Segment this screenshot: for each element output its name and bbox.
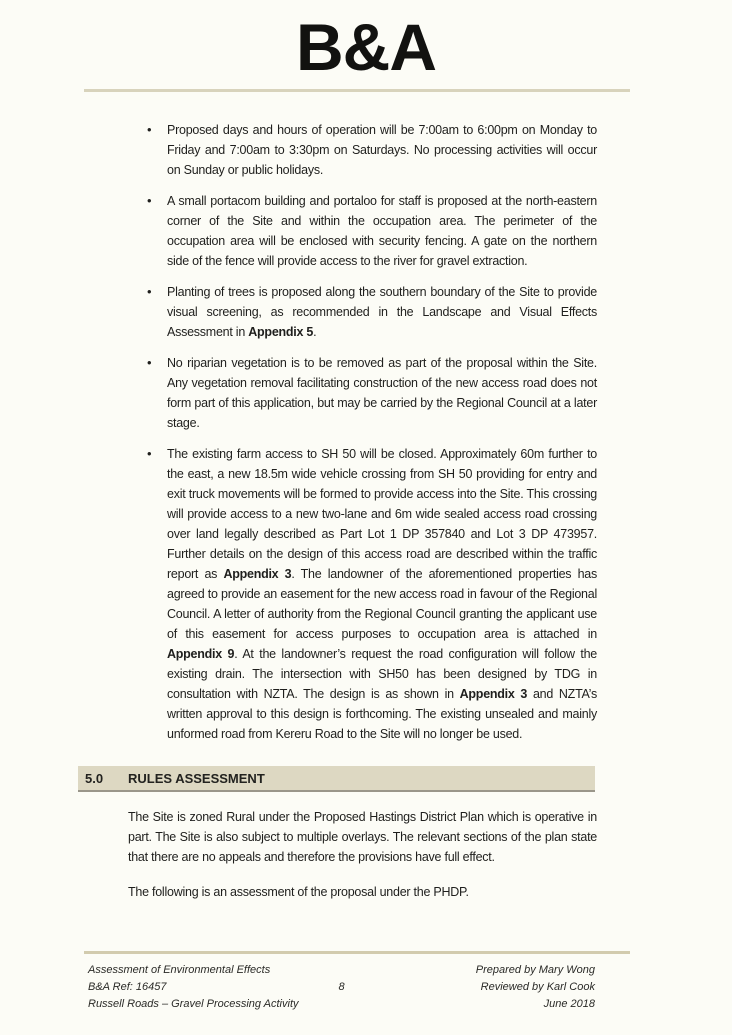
section-heading-bar <box>78 766 595 792</box>
footer-doc-info <box>88 962 332 1013</box>
bullet-icon: • <box>147 284 152 299</box>
list-item-operation-hours <box>128 120 597 180</box>
page-header <box>0 0 732 92</box>
footer-row <box>88 962 595 1013</box>
appendix-reference: Appendix 3 <box>223 567 292 581</box>
section-number: 5.0 <box>85 771 104 786</box>
appendix-reference: Appendix 5 <box>248 325 314 339</box>
bullet-icon: • <box>147 122 152 137</box>
footer-project-name: Russell Roads – Gravel Processing Activity <box>88 998 299 1010</box>
bullet-icon: • <box>147 355 152 370</box>
bullet-icon: • <box>147 193 152 208</box>
page-number: 8 <box>338 981 345 993</box>
section-title: RULES ASSESSMENT <box>128 771 265 786</box>
footer-doc-title: Assessment of Environmental Effects <box>88 964 271 976</box>
appendix-reference: Appendix 3 <box>459 687 528 701</box>
paragraph-zoning: The Site is zoned Rural under the Proposed Hastings District Plan which is operative in part. The Site is also subject to multiple overlays. The relevant sections of the plan state that there are no appeals and therefore the provisions have full effect. <box>128 810 597 864</box>
paragraph-assessment-intro: The following is an assessment of the proposal under the PHDP. <box>128 885 469 899</box>
company-logo: B&A <box>296 10 436 84</box>
footer-prepared-by: Prepared by Mary Wong <box>475 964 595 976</box>
bullet-text: A small portacom building and portaloo for staff is proposed at the north-eastern corner of the Site and within the occupation area. The perimeter of the occupation area will be enclosed with security fencing. A gate on the northern side of the fence will provide access to the river for gravel extraction. <box>167 194 597 268</box>
bullet-text: No riparian vegetation is to be removed as part of the proposal within the Site. Any vegetation removal facilitating construction of the new access road does not form part of this application, but may be carried by the Regional Council at a later stage. <box>167 356 597 430</box>
footer-credits <box>352 962 596 1013</box>
appendix-reference: Appendix 9 <box>167 647 235 661</box>
footer-date: June 2018 <box>543 998 595 1010</box>
bullet-text: Proposed days and hours of operation will be 7:00am to 6:00pm on Monday to Friday and 7:00am to 3:30pm on Saturdays. No processing activities will occur on Sunday or public holidays. <box>167 123 597 177</box>
header-rule <box>84 89 630 92</box>
footer-rule <box>84 951 630 954</box>
bullet-text: The existing farm access to SH 50 will be closed. Approximately 60m further to the east, a new 18.5m wide vehicle crossing from SH 50 providing for entry and exit truck movements will be formed to provide access into the Site. This crossing will provide access to a new two-lane and 6m wide sealed access road crossing over land legally described as Part Lot 1 DP 357840 and Lot 3 DP 473957. Further details on the design of this access road are described within the traffic report as Appendix 3. The landowner of the aforementioned properties has agreed to provide an easement for the new access road in favour of the Regional Council. A letter of authority from the Regional Council granting the applicant use of this easement for access purposes to occupation area is attached in Appendix 9. At the landowner’s request the road configuration will follow the existing drain. The intersection with SH50 has been designed by TDG in consultation with NZTA. The design is as shown in Appendix 3 and NZTA’s written approval to this design is forthcoming. The existing unsealed and mainly unformed road from Kereru Road to the Site will no longer be used. <box>167 447 598 741</box>
bullet-text: Planting of trees is proposed along the southern boundary of the Site to provide visual screening, as recommended in the Landscape and Visual Effects Assessment in Appendix 5. <box>167 285 597 339</box>
section-body <box>128 807 597 902</box>
page-body <box>128 120 597 744</box>
list-item-portacom <box>128 191 597 271</box>
list-item-access-road <box>128 444 597 744</box>
footer-ref-number: B&A Ref: 16457 <box>88 981 167 993</box>
bullet-icon: • <box>147 446 152 461</box>
bullet-list <box>128 120 597 744</box>
footer-reviewed-by: Reviewed by Karl Cook <box>480 981 595 993</box>
page-footer <box>0 951 732 1035</box>
list-item-planting <box>128 282 597 342</box>
list-item-vegetation <box>128 353 597 433</box>
